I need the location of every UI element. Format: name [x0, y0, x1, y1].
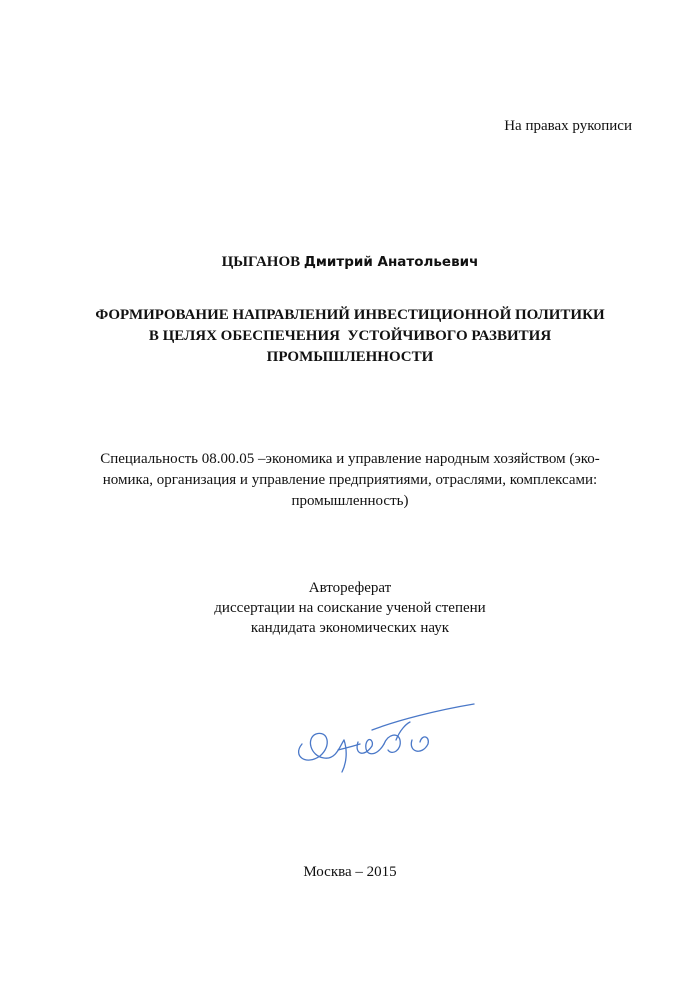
title-line: В ЦЕЛЯХ ОБЕСПЕЧЕНИЯ УСТОЙЧИВОГО РАЗВИТИЯ	[148, 328, 552, 344]
degree-line: диссертации на соискание ученой степени	[214, 600, 486, 616]
degree-statement	[40, 578, 660, 638]
specialty-line: номика, организация и управление предприятиями, отраслями, комплексами:	[102, 472, 598, 488]
signature-stroke	[299, 733, 344, 760]
dissertation-title	[40, 305, 660, 368]
title-line: ФОРМИРОВАНИЕ НАПРАВЛЕНИЙ ИНВЕСТИЦИОННОЙ ПОЛИТИКИ	[95, 307, 605, 323]
specialty-line: Специальность 08.00.05 –экономика и управление народным хозяйством (эко-	[100, 451, 600, 467]
specialty-description	[40, 449, 660, 512]
manuscript-note: На правах рукописи	[504, 118, 632, 134]
signature-stroke	[357, 740, 384, 754]
handwritten-signature	[288, 700, 478, 780]
title-line: ПРОМЫШЛЕННОСТИ	[266, 349, 434, 365]
city-year: Москва – 2015	[303, 864, 397, 880]
degree-line: Автореферат	[308, 580, 392, 596]
author-surname: ЦЫГАНОВ	[221, 254, 301, 270]
signature-stroke	[411, 737, 428, 751]
author-name	[0, 254, 700, 271]
author-given-names: Дмитрий Анатольевич	[303, 254, 479, 270]
degree-line: кандидата экономических наук	[250, 620, 450, 636]
signature-stroke	[372, 704, 474, 730]
signature-stroke	[384, 722, 410, 752]
specialty-line: промышленность)	[291, 493, 409, 509]
